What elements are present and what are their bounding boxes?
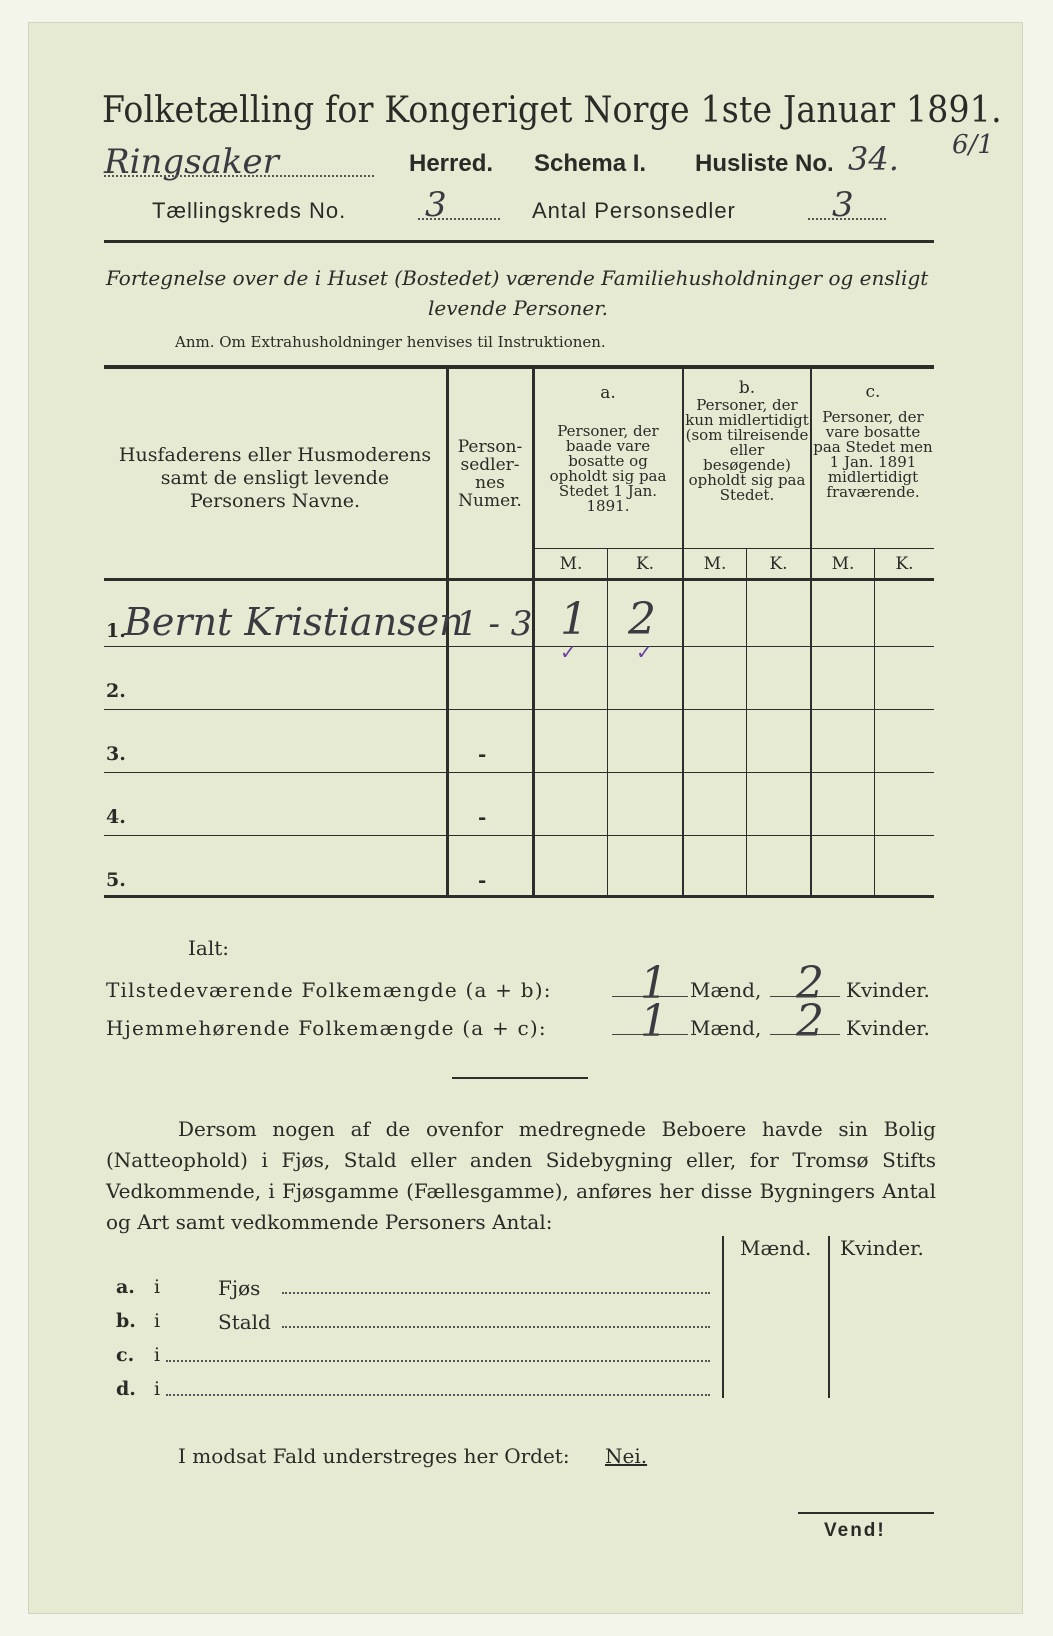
row-1-numer: 1 - 3 [456,604,533,644]
form-title: Folketælling for Kongeriget Norge 1ste Januar 1891. [102,90,1002,131]
intro-line2: levende Personer. [428,296,608,320]
kreds-label: Tællingskreds No. [152,198,347,223]
row-1-no: 1. [106,620,126,642]
header-rule [104,240,934,243]
row-2-no: 2. [106,680,126,702]
hjemme-m-line [612,1034,688,1035]
modsat-text: I modsat Fald understreges her Ordet: [178,1444,570,1468]
bolig-b-letter: b. [116,1310,136,1332]
bolig-b-label: Stald [218,1310,271,1334]
vend-rule [798,1512,934,1514]
bolig-c-dotline [166,1360,710,1362]
col-b-k: K. [769,554,788,574]
hjemme-label: Hjemmehørende Folkemængde (a + c): [106,1016,547,1040]
bolig-paragraph: Dersom nogen af de ovenfor medregnede Beboere havde sin Bolig (Natteophold) i Fjøs, Stald eller anden Sidebygning eller, for Tromsø Stifts Vedkommende, i Fjøsgamme (Fællesgamme), anføres her disse Bygningers Antal og Art samt vedkommende Personers Antal: [106,1117,936,1234]
row-1-a-m: 1 [560,594,588,645]
hjemme-m-value: 1 [640,996,668,1047]
row-3-no: 3. [106,743,126,765]
ialt-label: Ialt: [188,936,229,960]
bolig-c-i: i [154,1344,161,1366]
hjemme-maend: Mænd, [690,1016,762,1040]
col-a-m: M. [559,554,583,574]
hjemme-k-line [770,1034,840,1035]
antal-dotline [808,218,886,220]
bolig-col-divider-2 [828,1236,830,1398]
bolig-b-i: i [154,1310,161,1332]
bolig-a-i: i [154,1276,161,1298]
col-divider-a [607,548,608,896]
row-5-numer: - [478,868,487,892]
intro-line1: Fortegnelse over de i Huset (Bostedet) værende Familiehusholdninger og ensligt [106,266,929,290]
col-b-m: M. [703,554,727,574]
vend-label: Vend! [824,1520,886,1541]
tilstede-label: Tilstedeværende Folkemængde (a + b): [106,978,552,1002]
bolig-col-kvinder: Kvinder. [840,1236,924,1260]
col-c-letter: c. [865,382,881,402]
bolig-c-letter: c. [116,1344,135,1366]
row-1-a-m-check: ✓ [560,640,577,664]
separator-rule [452,1077,588,1079]
husliste-fraction: 6/1 [952,130,994,160]
row-1-a-k-check: ✓ [636,640,653,664]
nei-word: Nei. [605,1444,648,1468]
row-5-no: 5. [106,869,126,891]
tilstede-kvinder: Kvinder. [846,978,930,1002]
herred-label: Herred. [409,150,494,177]
col-names-header: Husfaderens eller Husmoderens samt de ensligt levende Personers Navne. [118,444,432,512]
row-rule-1 [104,646,934,647]
col-numer-header: Person-sedler-nes Numer. [457,437,523,511]
herred-dotline [104,175,374,177]
row-3-numer: - [478,742,487,766]
hjemme-k-value: 2 [796,996,824,1047]
col-a-k: K. [635,554,655,574]
tilstede-k-value: 2 [796,958,824,1009]
bolig-a-label: Fjøs [218,1276,261,1300]
row-1-name: Bernt Kristiansen [124,600,464,644]
hjemme-kvinder: Kvinder. [846,1016,930,1040]
col-c-k: K. [895,554,914,574]
antal-label: Antal Personsedler [532,198,736,223]
anm-note: Anm. Om Extrahusholdninger henvises til Instruktionen. [175,333,606,351]
kreds-dotline [418,218,500,220]
husliste-value: 34. [848,140,899,178]
bolig-d-dotline [166,1394,710,1396]
row-4-no: 4. [106,806,126,828]
col-c-header: Personer, der vare bosatte paa Stedet men 1 Jan. 1891 midlertidigt fraværende. [813,408,933,501]
husliste-label: Husliste No. [695,150,834,177]
col-divider-c [874,548,875,896]
bolig-d-letter: d. [116,1378,136,1400]
bolig-a-dotline [282,1292,710,1294]
tilstede-maend: Mænd, [690,978,762,1002]
col-c-m: M. [831,554,855,574]
col-divider-b [746,548,747,896]
row-rule-4 [104,835,934,836]
bolig-a-letter: a. [116,1276,135,1298]
herred-value: Ringsaker [104,142,279,182]
col-divider-2 [532,369,535,896]
bolig-b-dotline [282,1326,710,1328]
bolig-col-divider-1 [722,1236,724,1398]
schema-label: Schema I. [534,150,647,177]
col-b-header: Personer, der kun midlertidigt (som tilreisende eller besøgende) opholdt sig paa Stedet. [685,396,809,504]
bolig-d-i: i [154,1378,161,1400]
kreds-value: 3 [425,185,447,225]
col-a-letter: a. [600,383,616,403]
bolig-col-maend: Mænd. [740,1236,812,1260]
row-4-numer: - [478,805,487,829]
row-1-a-k: 2 [628,594,656,645]
col-b-letter: b. [738,378,756,398]
row-rule-2 [104,709,934,710]
row-rule-3 [104,772,934,773]
col-a-header: Personer, der baade vare bosatte og opholdt sig paa Stedet 1 Jan. 1891. [549,422,667,515]
tilstede-m-value: 1 [640,958,668,1009]
antal-value: 3 [832,185,854,225]
